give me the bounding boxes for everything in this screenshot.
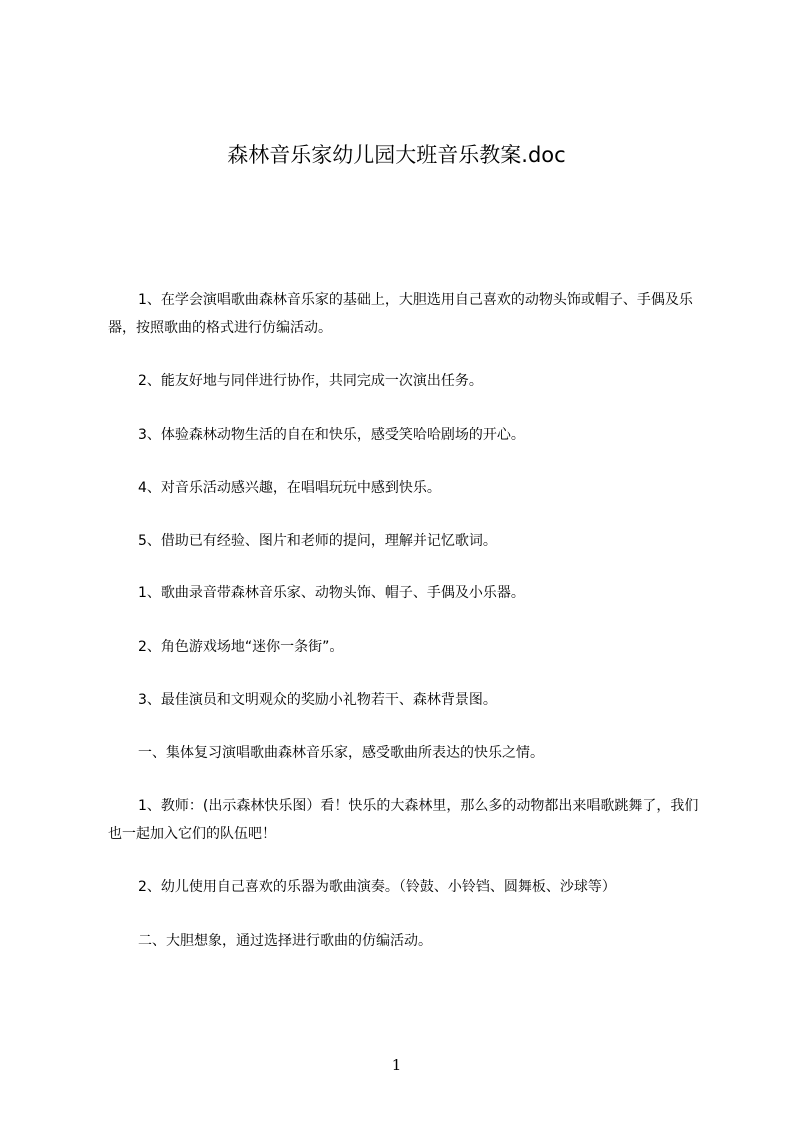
paragraph-text: 3、体验森林动物生活的自在和快乐，感受笑哈哈剧场的开心。 xyxy=(138,427,525,443)
paragraph xyxy=(108,527,700,555)
paragraph-text: 3、最佳演员和文明观众的奖励小礼物若干、森林背景图。 xyxy=(138,692,497,708)
paragraph-text: 1、教师：(出示森林快乐图）看！快乐的大森林里，那么多的动物都出来唱歌跳舞了，我们也一起加入它们的队伍吧！ xyxy=(108,798,699,842)
paragraph-text: 4、对音乐活动感兴趣，在唱唱玩玩中感到快乐。 xyxy=(138,480,441,496)
paragraph xyxy=(108,686,700,714)
paragraph-text: 5、借助已有经验、图片和老师的提问，理解并记忆歌词。 xyxy=(138,533,497,549)
paragraph xyxy=(108,286,700,342)
paragraph xyxy=(108,739,700,767)
document-title: 森林音乐家幼儿园大班音乐教案.doc xyxy=(227,143,566,167)
paragraph-text: 一、集体复习演唱歌曲森林音乐家，感受歌曲所表达的快乐之情。 xyxy=(138,745,544,761)
paragraph xyxy=(108,579,700,607)
paragraph-text: 1、歌曲录音带森林音乐家、动物头饰、帽子、手偶及小乐器。 xyxy=(138,585,525,601)
paragraph-text: 二、大胆想象，通过选择进行歌曲的仿编活动。 xyxy=(138,933,432,949)
paragraph-text: 2、幼儿使用自己喜欢的乐器为歌曲演奏。（铃鼓、小铃铛、圆舞板、沙球等） xyxy=(138,879,616,895)
paragraph xyxy=(108,873,700,901)
page-number: 1 xyxy=(391,1056,402,1074)
paragraph xyxy=(108,633,700,661)
paragraph xyxy=(108,927,700,955)
paragraph xyxy=(108,792,700,848)
paragraph xyxy=(108,421,700,449)
paragraph xyxy=(108,474,700,502)
paragraph-text: 1、在学会演唱歌曲森林音乐家的基础上，大胆选用自己喜欢的动物头饰或帽子、手偶及乐器，按照歌曲的格式进行仿编活动。 xyxy=(108,292,693,336)
paragraph-text: 2、角色游戏场地“迷你一条街”。 xyxy=(138,639,344,655)
paragraph-text: 2、能友好地与同伴进行协作，共同完成一次演出任务。 xyxy=(138,373,483,389)
paragraph xyxy=(108,367,700,395)
